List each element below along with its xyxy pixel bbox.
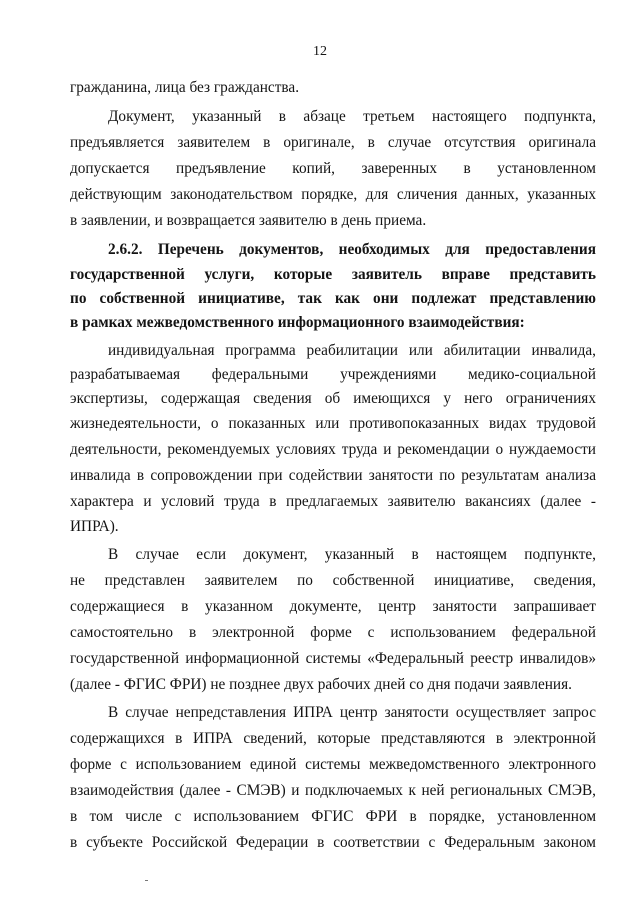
text-line: индивидуальная программа реабилитации или абилитации инвалида, xyxy=(108,342,596,359)
text-line: характера и условий труда в предлагаемых заявителю вакансиях (далее - xyxy=(70,493,596,510)
text-line: государственной информационной системы «Федеральный реестр инвалидов» xyxy=(70,650,596,667)
section-heading-line: 2.6.2. Перечень документов, необходимых для предоставления xyxy=(108,241,596,258)
scan-speck xyxy=(145,880,148,881)
text-line: ИПРА). xyxy=(70,518,119,535)
text-line: Документ, указанный в абзаце третьем настоящего подпункта, xyxy=(108,108,596,125)
text-line: допускается предъявление копий, заверенных в установленном xyxy=(70,160,596,177)
text-line: содержащиеся в указанном документе, центр занятости запрашивает xyxy=(70,598,596,615)
text-line: В случае непредставления ИПРА центр занятости осуществляет запрос xyxy=(108,704,596,721)
section-heading-line: в рамках межведомственного информационного взаимодействия: xyxy=(70,314,525,331)
text-line: разрабатываемая федеральными учреждениями медико-социальной xyxy=(70,366,596,383)
text-line: инвалида в сопровождении при содействии занятости по результатам анализа xyxy=(70,467,596,484)
text-line: (далее - ФГИС ФРИ) не позднее двух рабочих дней со дня подачи заявления. xyxy=(70,676,572,693)
text-line: гражданина, лица без гражданства. xyxy=(70,79,300,96)
text-line: в субъекте Российской Федерации в соответствии с Федеральным законом xyxy=(70,834,596,851)
text-line: самостоятельно в электронной форме с использованием федеральной xyxy=(70,624,596,641)
text-line: действующим законодательством порядке, для сличения данных, указанных xyxy=(70,186,596,203)
text-line: форме с использованием единой системы межведомственного электронного xyxy=(70,756,596,773)
text-line: не представлен заявителем по собственной инициативе, сведения, xyxy=(70,572,596,589)
page-number: 12 xyxy=(313,44,327,59)
text-line: в том числе с использованием ФГИС ФРИ в порядке, установленном xyxy=(70,808,596,825)
text-line: деятельности, рекомендуемых условиях труда и рекомендации о нуждаемости xyxy=(70,441,596,458)
text-line: в заявлении, и возвращается заявителю в день приема. xyxy=(70,212,427,229)
text-line: предъявляется заявителем в оригинале, в случае отсутствия оригинала xyxy=(70,134,596,151)
text-line: В случае если документ, указанный в настоящем подпункте, xyxy=(108,546,596,563)
section-heading-line: по собственной инициативе, так как они подлежат представлению xyxy=(70,290,596,307)
text-line: взаимодействия (далее - СМЭВ) и подключаемых к ней региональных СМЭВ, xyxy=(70,782,596,799)
section-heading-line: государственной услуги, которые заявитель вправе представить xyxy=(70,266,596,283)
text-line: жизнедеятельности, о показанных или противопоказанных видах трудовой xyxy=(70,415,596,432)
text-line: экспертизы, содержащая сведения об имеющихся у него ограничениях xyxy=(70,390,596,407)
text-line: содержащихся в ИПРА сведений, которые представляются в электронной xyxy=(70,730,596,747)
